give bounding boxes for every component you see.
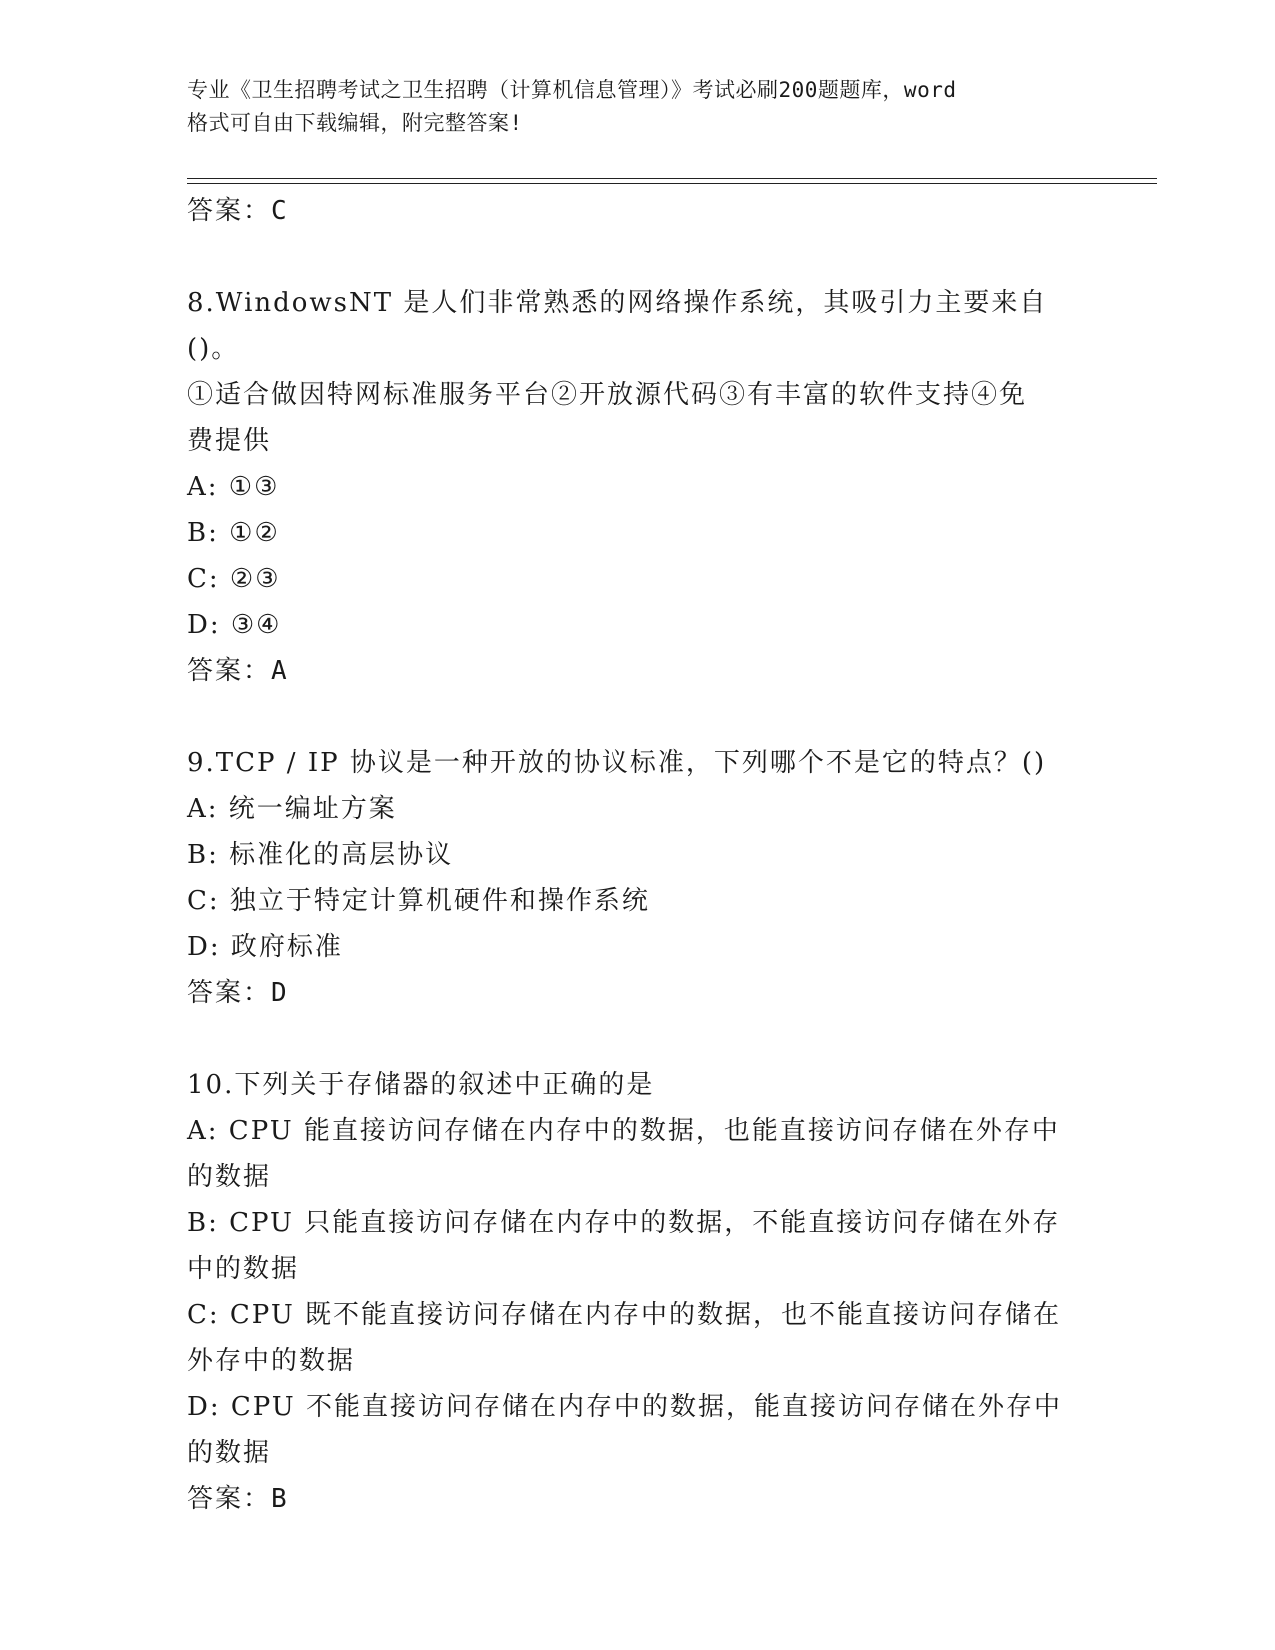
question-10-option-b-line-1: B: CPU 只能直接访问存储在内存中的数据，不能直接访问存储在外存 xyxy=(187,1208,1061,1238)
question-10-answer: 答案：B xyxy=(187,1484,289,1514)
question-8-text-line-1: 8.WindowsNT 是人们非常熟悉的网络操作系统，其吸引力主要来自()。 xyxy=(187,288,1048,364)
question-9-option-c: C: 独立于特定计算机硬件和操作系统 xyxy=(187,886,650,916)
question-8-option-a: A: ①③ xyxy=(187,472,280,502)
question-9-option-a: A: 统一编址方案 xyxy=(187,794,397,824)
header-divider-bottom xyxy=(187,183,1157,184)
spacer xyxy=(187,234,1067,280)
question-8-option-b: B: ①② xyxy=(187,518,280,548)
question-8-option-d: D: ③④ xyxy=(187,610,282,640)
question-10 xyxy=(187,1062,1067,1522)
question-8-text-line-2: ①适合做因特网标准服务平台②开放源代码③有丰富的软件支持④免 xyxy=(187,380,1028,410)
question-8-text-line-3: 费提供 xyxy=(187,426,272,456)
question-10-option-a-line-2: 的数据 xyxy=(187,1162,272,1192)
document-header xyxy=(187,74,1087,140)
spacer xyxy=(187,1016,1067,1062)
question-9-answer: 答案：D xyxy=(187,978,289,1008)
header-line-1: 专业《卫生招聘考试之卫生招聘（计算机信息管理）》考试必刷200题题库，word xyxy=(187,78,957,102)
previous-answer: 答案：C xyxy=(187,196,289,226)
question-8-option-c: C: ②③ xyxy=(187,564,281,594)
question-9-text-line-1: 9.TCP / IP 协议是一种开放的协议标准，下列哪个不是它的特点？() xyxy=(187,748,1047,778)
question-9-option-b: B: 标准化的高层协议 xyxy=(187,840,454,870)
question-8-answer: 答案：A xyxy=(187,656,289,686)
question-10-option-d-line-1: D: CPU 不能直接访问存储在内存中的数据，能直接访问存储在外存中 xyxy=(187,1392,1062,1422)
question-10-option-c-line-2: 外存中的数据 xyxy=(187,1346,356,1376)
question-10-text-line-1: 10.下列关于存储器的叙述中正确的是 xyxy=(187,1070,655,1100)
spacer xyxy=(187,694,1067,740)
header-line-2: 格式可自由下载编辑，附完整答案! xyxy=(187,111,523,135)
question-10-option-c-line-1: C: CPU 既不能直接访问存储在内存中的数据，也不能直接访问存储在 xyxy=(187,1300,1062,1330)
header-divider-top xyxy=(187,178,1157,179)
question-content xyxy=(187,188,1067,1522)
question-10-option-d-line-2: 的数据 xyxy=(187,1438,272,1468)
question-9 xyxy=(187,740,1067,1016)
question-10-option-a-line-1: A: CPU 能直接访问存储在内存中的数据，也能直接访问存储在外存中 xyxy=(187,1116,1060,1146)
question-9-option-d: D: 政府标准 xyxy=(187,932,343,962)
question-8 xyxy=(187,280,1067,694)
question-10-option-b-line-2: 中的数据 xyxy=(187,1254,300,1284)
